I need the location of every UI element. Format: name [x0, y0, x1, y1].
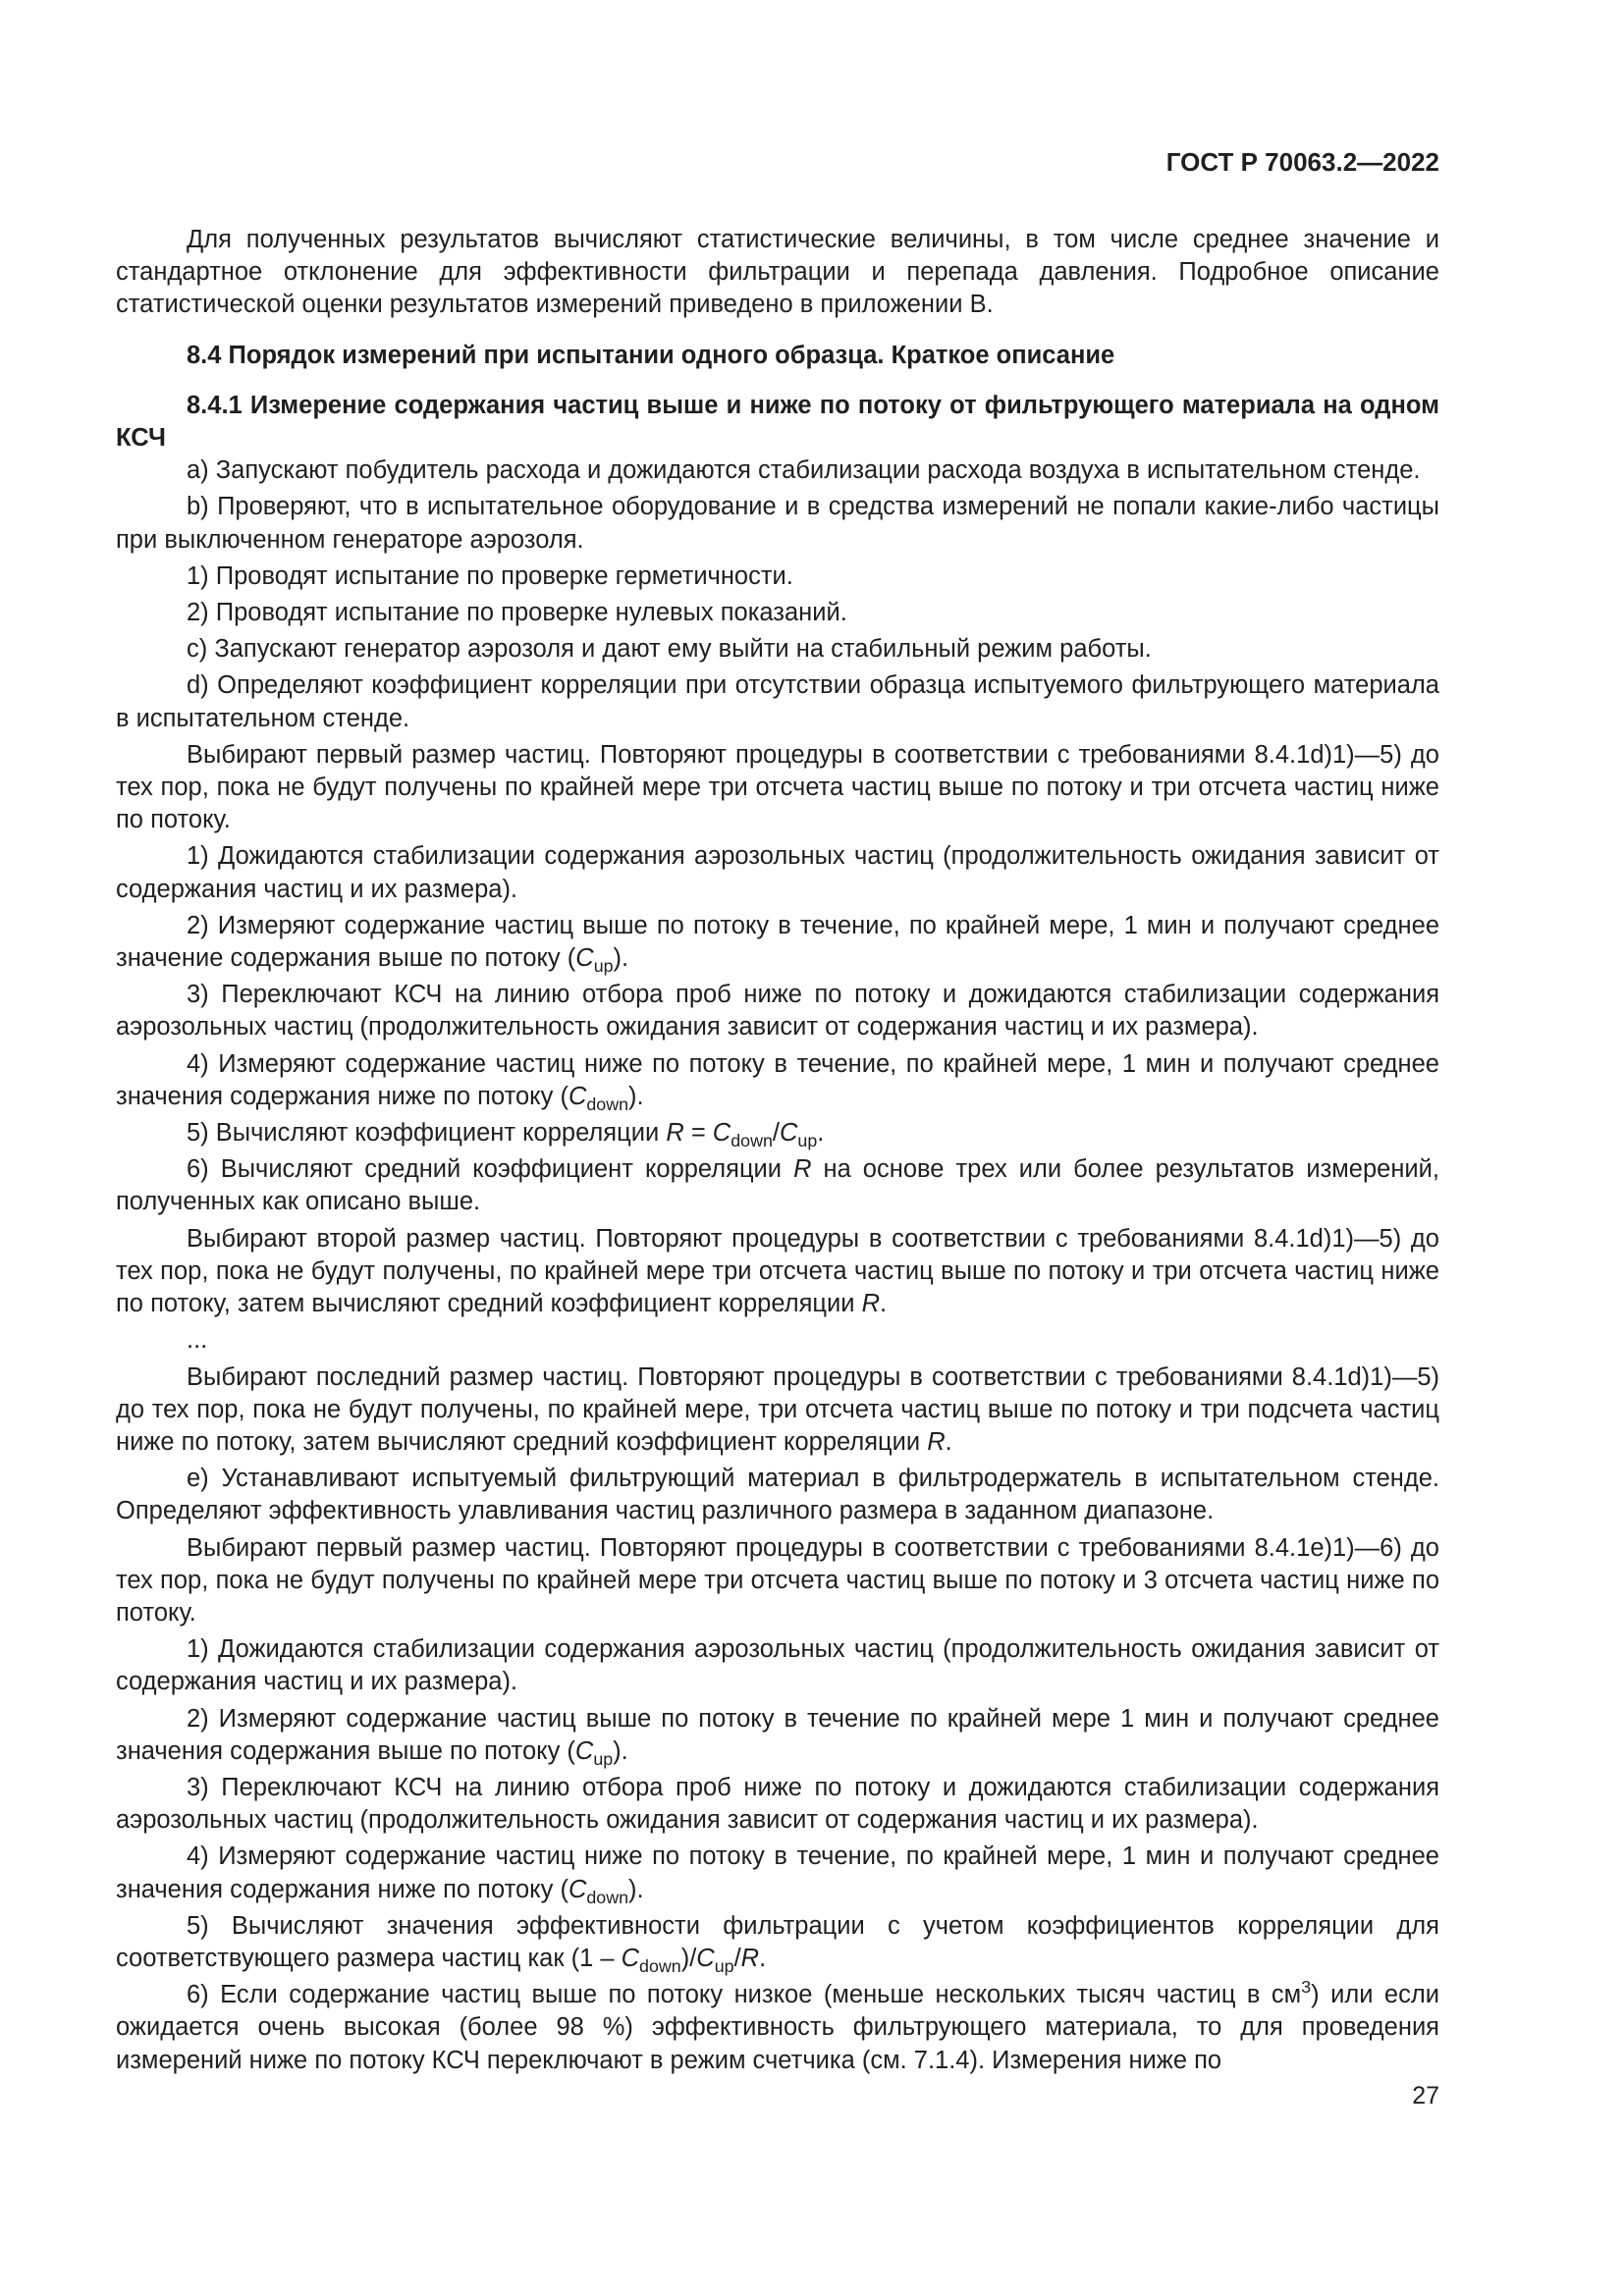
subscript-up: up: [714, 1956, 734, 1977]
symbol-c: C: [568, 1875, 587, 1903]
step-b-1: 1) Проводят испытание по проверке герметичности.: [187, 561, 793, 590]
page-number: 27: [1412, 2082, 1439, 2109]
step-d-1: 1) Дожидаются стабилизации содержания аэрозольных частиц (продолжительность ожидания зависит от содержания частиц и их размера).: [116, 842, 1439, 903]
step-d-4-text: 4) Измеряют содержание частиц ниже по потоку в течение, по крайней мере, 1 мин и получают среднее значения содержания ниже по потоку (: [116, 1049, 1439, 1110]
step-e-6-text: 6) Если содержание частиц выше по потоку низкое (меньше нескольких тысяч частиц в см: [187, 1981, 1302, 2009]
select-second-size-text: Выбирают второй размер частиц. Повторяют процедуры в соответствии с требованиями 8.4.1d)1)—5) до тех пор, пока не будут получены, по крайней мере три отсчета частиц выше по потоку и три отсчета частиц ниже по потоку, затем вычисляют средний коэффициент корреляции: [116, 1224, 1439, 1318]
symbol-r: R: [793, 1155, 812, 1184]
slash: /: [772, 1119, 780, 1148]
step-d-6-text: 6) Вычисляют средний коэффициент корреляции: [187, 1155, 794, 1184]
slash: /: [689, 1944, 697, 1972]
period: .: [879, 1290, 888, 1318]
step-e-6-rest: ) или если ожидается очень высокая (более 98 %) эффективность фильтрующего материала, то для проведения измерений ниже по потоку КСЧ переключают в режим счетчика (см. 7.1.4). Измерения ниже по: [116, 1981, 1439, 2074]
step-e-4-text: 4) Измеряют содержание частиц ниже по потоку в течение, по крайней мере, 1 мин и получают среднее значения содержания ниже по потоку (: [116, 1842, 1439, 1903]
punct: ).: [613, 1736, 628, 1765]
close-paren: ): [680, 1944, 690, 1972]
punct: ).: [628, 1875, 644, 1903]
step-e-2-text: 2) Измеряют содержание частиц выше по потоку в течение по крайней мере 1 мин и получают среднее значения содержания выше по потоку (: [116, 1704, 1439, 1765]
symbol-c: C: [621, 1944, 640, 1972]
subscript-up: up: [593, 956, 614, 977]
step-d-4: [116, 1048, 1439, 1113]
step-e-4: [116, 1841, 1439, 1905]
period: .: [817, 1119, 825, 1148]
step-e-5: [116, 1910, 1439, 1975]
symbol-c: C: [568, 1082, 587, 1110]
paragraph-statistics: Для полученных результатов вычисляют статистические величины, в том числе среднее значение и стандартное отклонение для эффективности фильтрации и перепада давления. Подробное описание статистической оценки результатов измерений приведено в приложении В.: [116, 226, 1439, 319]
step-c: с) Запускают генератор аэрозоля и дают ему выйти на стабильный режим работы.: [187, 635, 1152, 664]
period: .: [945, 1427, 952, 1456]
step-d-5-text: 5) Вычисляют коэффициент корреляции: [187, 1119, 667, 1148]
symbol-r: R: [666, 1119, 684, 1148]
period: .: [759, 1944, 767, 1972]
step-d-5: [116, 1117, 1439, 1149]
section-heading-8-4: 8.4 Порядок измерений при испытании одного образца. Краткое описание: [187, 341, 1115, 369]
subscript-down: down: [586, 1887, 629, 1907]
step-d-2-text: 2) Измеряют содержание частиц выше по потоку в течение, по крайней мере, 1 мин и получают среднее значение содержания выше по потоку (: [116, 911, 1439, 973]
step-d-6: [116, 1153, 1439, 1218]
symbol-c: C: [712, 1119, 731, 1148]
step-e-5-text: 5) Вычисляют значения эффективности фильтрации с учетом коэффициентов корреляции для соответствующего размера частиц как (1 –: [116, 1911, 1439, 1972]
step-b: b) Проверяют, что в испытательное оборудование и в средства измерений не попали какие-либо частицы при выключенном генераторе аэрозоля.: [116, 493, 1439, 554]
subscript-down: down: [731, 1131, 773, 1151]
step-d: d) Определяют коэффициент корреляции при отсутствии образца испытуемого фильтрующего материала в испытательном стенде.: [116, 671, 1439, 732]
select-last-size: [116, 1362, 1439, 1460]
document-body: [116, 224, 1439, 2077]
document-header-standard-id: ГОСТ Р 70063.2—2022: [1165, 147, 1439, 177]
symbol-c: C: [696, 1944, 715, 1972]
slash: /: [733, 1944, 741, 1972]
step-b-2: 2) Проводят испытание по проверке нулевых показаний.: [187, 599, 847, 627]
select-last-size-text: Выбирают последний размер частиц. Повторяют процедуры в соответствии с требованиями 8.4.1d)1)—5) до тех пор, пока не будут получены, по крайней мере, три отсчета частиц выше по потоку и три подсчета частиц ниже по потоку, затем вычисляют средний коэффициент корреляции: [116, 1362, 1439, 1456]
subscript-up: up: [593, 1748, 614, 1769]
step-e-1: 1) Дожидаются стабилизации содержания аэрозольных частиц (продолжительность ожидания зависит от содержания частиц и их размера).: [116, 1635, 1439, 1696]
step-a: а) Запускают побудитель расхода и дожидаются стабилизации расхода воздуха в испытательном стенде.: [187, 456, 1421, 485]
step-d-3: 3) Переключают КСЧ на линию отбора проб ниже по потоку и дожидаются стабилизации содержания аэрозольных частиц (продолжительность ожидания зависит от содержания частиц и их размера).: [116, 981, 1439, 1041]
step-e: е) Устанавливают испытуемый фильтрующий материал в фильтродержатель в испытательном стенде. Определяют эффективность улавливания частиц различного размера в заданном диапазоне.: [116, 1465, 1439, 1525]
symbol-c: C: [575, 944, 594, 973]
step-e-6: [116, 1979, 1439, 2077]
symbol-r: R: [740, 1944, 760, 1972]
equals-sign: =: [683, 1119, 713, 1148]
subscript-up: up: [797, 1131, 818, 1151]
symbol-r: R: [927, 1427, 946, 1456]
select-second-size: [116, 1223, 1439, 1321]
subscript-down: down: [639, 1956, 681, 1977]
step-d-6-rest: на основе трех или более результатов измерений, полученных как описано выше.: [116, 1155, 1439, 1216]
select-first-size-e: Выбирают первый размер частиц. Повторяют процедуры в соответствии с требованиями 8.4.1е)1)—6) до тех пор, пока не будут получены по крайней мере три отсчета частиц выше по потоку и 3 отсчета частиц ниже по потоку.: [116, 1533, 1439, 1627]
step-e-2: [116, 1703, 1439, 1768]
subscript-down: down: [586, 1095, 629, 1115]
symbol-c: C: [779, 1119, 798, 1148]
superscript-cube: 3: [1301, 1977, 1312, 1998]
symbol-c: C: [574, 1736, 594, 1765]
punct: ).: [613, 944, 629, 973]
punct: ).: [628, 1082, 644, 1110]
select-first-size-d: Выбирают первый размер частиц. Повторяют процедуры в соответствии с требованиями 8.4.1d)1)—5) до тех пор, пока не будут получены по крайней мере три отсчета частиц выше по потоку и три отсчета частиц ниже по потоку.: [116, 740, 1439, 834]
symbol-r: R: [861, 1290, 880, 1318]
step-e-3: 3) Переключают КСЧ на линию отбора проб ниже по потоку и дожидаются стабилизации содержания аэрозольных частиц (продолжительность ожидания зависит от содержания частиц и их размера).: [116, 1773, 1439, 1835]
ellipsis: ...: [187, 1326, 208, 1355]
step-d-2: [116, 910, 1439, 975]
section-heading-8-4-1: 8.4.1 Измерение содержания частиц выше и ниже по потоку от фильтрующего материала на одном КСЧ: [116, 391, 1439, 453]
